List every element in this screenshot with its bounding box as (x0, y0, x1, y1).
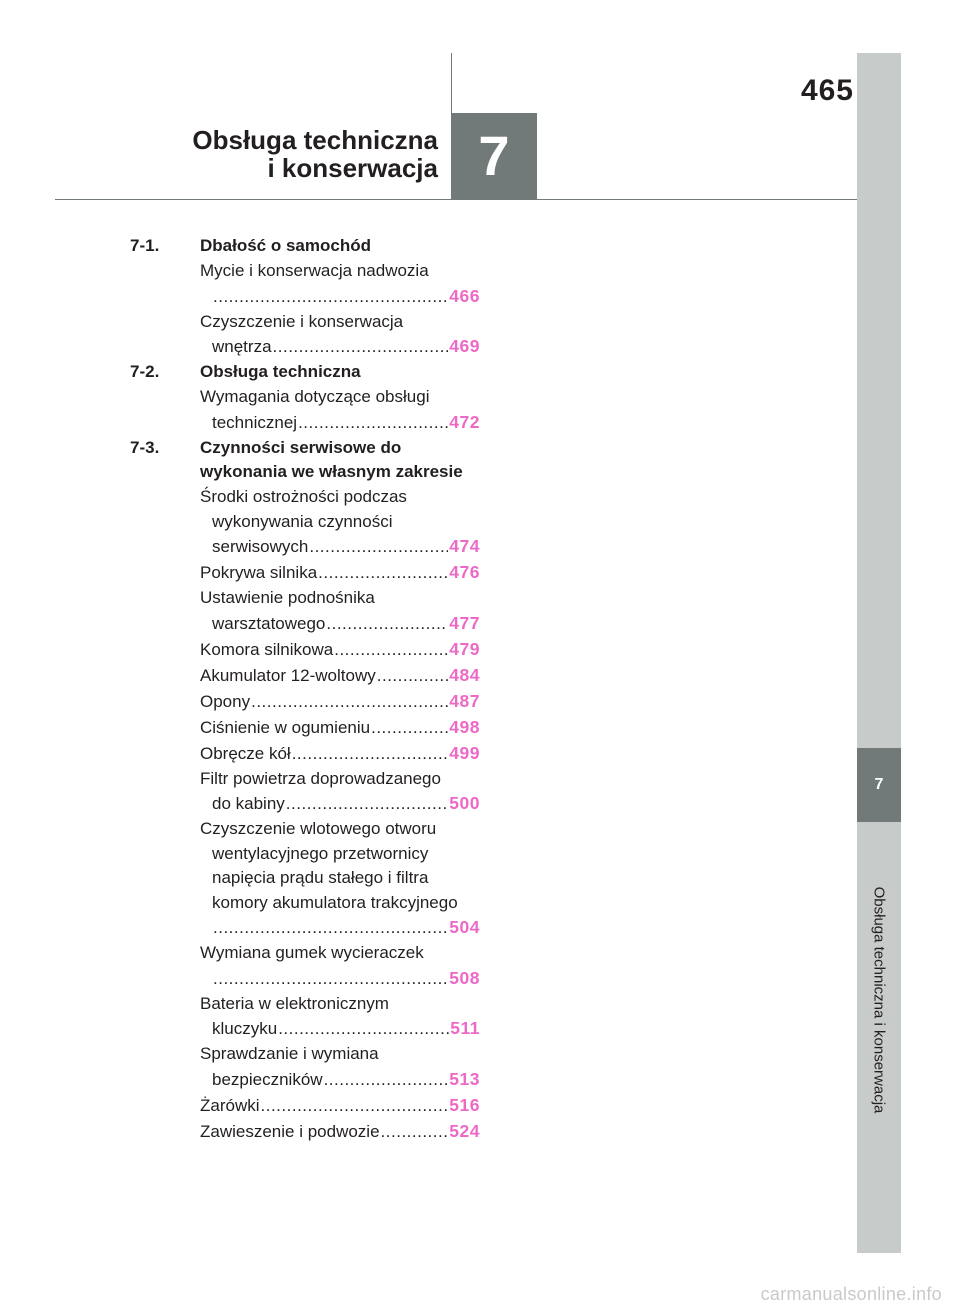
section-title: Dbałość o samochód (200, 236, 371, 255)
section-title-line1: Czynności serwisowe do (200, 437, 402, 457)
toc-entry[interactable] (130, 560, 480, 586)
section-number: 7-2. (130, 362, 160, 381)
entry-leader-row (200, 534, 480, 560)
toc-entry[interactable] (130, 941, 480, 991)
page-number: 465 (800, 74, 854, 107)
page-link[interactable]: 477 (449, 612, 480, 633)
entry-text: kluczyku (212, 1019, 278, 1038)
page-link[interactable]: 516 (449, 1094, 480, 1115)
entry-leader-row (200, 284, 480, 310)
section-number: 7-1. (130, 236, 160, 255)
entry-text: technicznej (212, 412, 298, 432)
side-tab-number[interactable]: 7 (857, 748, 901, 822)
entry-leader-row (200, 1093, 480, 1119)
page-link[interactable]: 499 (449, 742, 480, 763)
entry-text-line: wentylacyjnego przetwornicy (212, 843, 429, 863)
page-link[interactable]: 511 (450, 1018, 480, 1038)
dot-leader (318, 561, 448, 586)
entry-text: bezpieczników (212, 1069, 323, 1089)
entry-text: Pokrywa silnika (200, 563, 318, 582)
toc-entry[interactable] (130, 767, 480, 817)
toc-section-heading (130, 436, 480, 485)
entry-text-line: wykonywania czynności (212, 511, 393, 531)
entry-leader-row (200, 560, 480, 586)
dot-leader (213, 916, 448, 941)
entry-leader-row (200, 334, 480, 360)
toc-entry[interactable] (130, 1093, 480, 1119)
toc-entry[interactable] (130, 715, 480, 741)
entry-text-line: Ustawienie podnośnika (200, 588, 375, 607)
dot-leader (292, 742, 449, 767)
page-link[interactable]: 487 (449, 690, 480, 711)
page-link[interactable]: 500 (449, 793, 480, 813)
dot-leader (326, 612, 448, 637)
entry-leader-row (200, 915, 480, 941)
dot-leader (278, 1017, 449, 1042)
entry-text: wnętrza (212, 337, 272, 356)
toc-entry[interactable] (130, 817, 480, 941)
entry-text-line: Filtr powietrza doprowadzanego (200, 768, 441, 788)
toc-entry[interactable] (130, 1042, 480, 1092)
section-title-line2: wykonania we własnym zakresie (200, 462, 463, 481)
entry-leader-row (200, 1119, 480, 1145)
entry-text-line: napięcia prądu stałego i filtra (212, 868, 429, 887)
entry-leader-row (200, 741, 480, 767)
entry-text: Obręcze kół (200, 743, 291, 763)
page-link[interactable]: 508 (449, 967, 480, 988)
dot-leader (377, 664, 449, 689)
dot-leader (213, 967, 448, 992)
dot-leader (309, 535, 448, 560)
dot-leader (273, 335, 449, 360)
toc-entry[interactable] (130, 385, 480, 435)
entry-leader-row (200, 611, 480, 637)
chapter-title-line1: Obsługa techniczna (192, 125, 438, 155)
page-link[interactable]: 476 (449, 562, 480, 582)
page-link[interactable]: 504 (449, 917, 480, 937)
page-link[interactable]: 472 (449, 411, 480, 432)
page-link[interactable]: 474 (449, 536, 480, 556)
entry-leader-row (200, 637, 480, 663)
chapter-number-box: 7 (451, 113, 537, 199)
section-title: Obsługa techniczna (200, 362, 361, 381)
toc-entry[interactable] (130, 992, 480, 1042)
toc-entry[interactable] (130, 741, 480, 767)
entry-text: Żarówki (200, 1095, 260, 1115)
entry-leader-row (200, 715, 480, 741)
page-link[interactable]: 524 (449, 1120, 480, 1141)
dot-leader (213, 285, 448, 310)
section-number: 7-3. (130, 437, 160, 457)
entry-text: warsztatowego (212, 613, 326, 633)
entry-leader-row (200, 791, 480, 817)
side-tab-label: Obsługa techniczna i konserwacja (870, 886, 888, 1114)
entry-text: serwisowych (212, 537, 309, 556)
dot-leader (298, 411, 448, 436)
entry-text-line: Sprawdzanie i wymiana (200, 1044, 379, 1063)
toc-entry[interactable] (130, 586, 480, 636)
toc-entry[interactable] (130, 689, 480, 715)
entry-text-line: komory akumulatora trakcyjnego (212, 892, 458, 912)
entry-text-line: Wymiana gumek wycieraczek (200, 943, 424, 962)
entry-text: Akumulator 12-woltowy (200, 665, 376, 685)
toc-entry[interactable] (130, 637, 480, 663)
header-vertical-rule (451, 53, 452, 114)
entry-text-line: Czyszczenie i konserwacja (200, 311, 404, 331)
toc-entry[interactable] (130, 1119, 480, 1145)
page-link[interactable]: 469 (449, 336, 480, 356)
entry-text-line: Mycie i konserwacja nadwozia (200, 261, 429, 280)
entry-text-line: Czyszczenie wlotowego otworu (200, 819, 437, 838)
entry-leader-row (200, 966, 480, 992)
page-link[interactable]: 466 (449, 285, 480, 306)
watermark: carmanualsonline.info (760, 1284, 942, 1304)
entry-text-line: Bateria w elektronicznym (200, 993, 389, 1013)
entry-text: Ciśnienie w ogumieniu (200, 717, 371, 737)
page-link[interactable]: 484 (449, 664, 480, 685)
dot-leader (334, 638, 448, 663)
chapter-title (192, 126, 438, 182)
page-link[interactable]: 513 (449, 1068, 480, 1089)
entry-text: do kabiny (212, 794, 285, 813)
page-link[interactable]: 498 (449, 716, 480, 737)
entry-leader-row (200, 1067, 480, 1093)
chapter-title-line2: i konserwacja (267, 153, 438, 183)
entry-text-line: Wymagania dotyczące obsługi (200, 387, 430, 406)
entry-text: Komora silnikowa (200, 639, 334, 659)
header-divider (55, 199, 858, 200)
toc-entry[interactable] (130, 663, 480, 689)
dot-leader (324, 1068, 449, 1093)
table-of-contents (130, 234, 480, 1145)
page-link[interactable]: 479 (449, 638, 480, 659)
toc-section-heading (130, 360, 480, 385)
toc-entry[interactable] (130, 259, 480, 309)
entry-text: Zawieszenie i podwozie (200, 1121, 380, 1141)
entry-text: Opony (200, 691, 251, 711)
toc-entry[interactable] (130, 485, 480, 560)
dot-leader (381, 1120, 449, 1145)
dot-leader (261, 1094, 449, 1119)
entry-leader-row (200, 1016, 480, 1042)
entry-text-line: Środki ostrożności podczas (200, 487, 407, 506)
toc-entry[interactable] (130, 310, 480, 360)
entry-leader-row (200, 410, 480, 436)
entry-leader-row (200, 689, 480, 715)
toc-section-heading (130, 234, 480, 259)
entry-leader-row (200, 663, 480, 689)
dot-leader (286, 792, 449, 817)
dot-leader (371, 716, 448, 741)
dot-leader (251, 690, 448, 715)
